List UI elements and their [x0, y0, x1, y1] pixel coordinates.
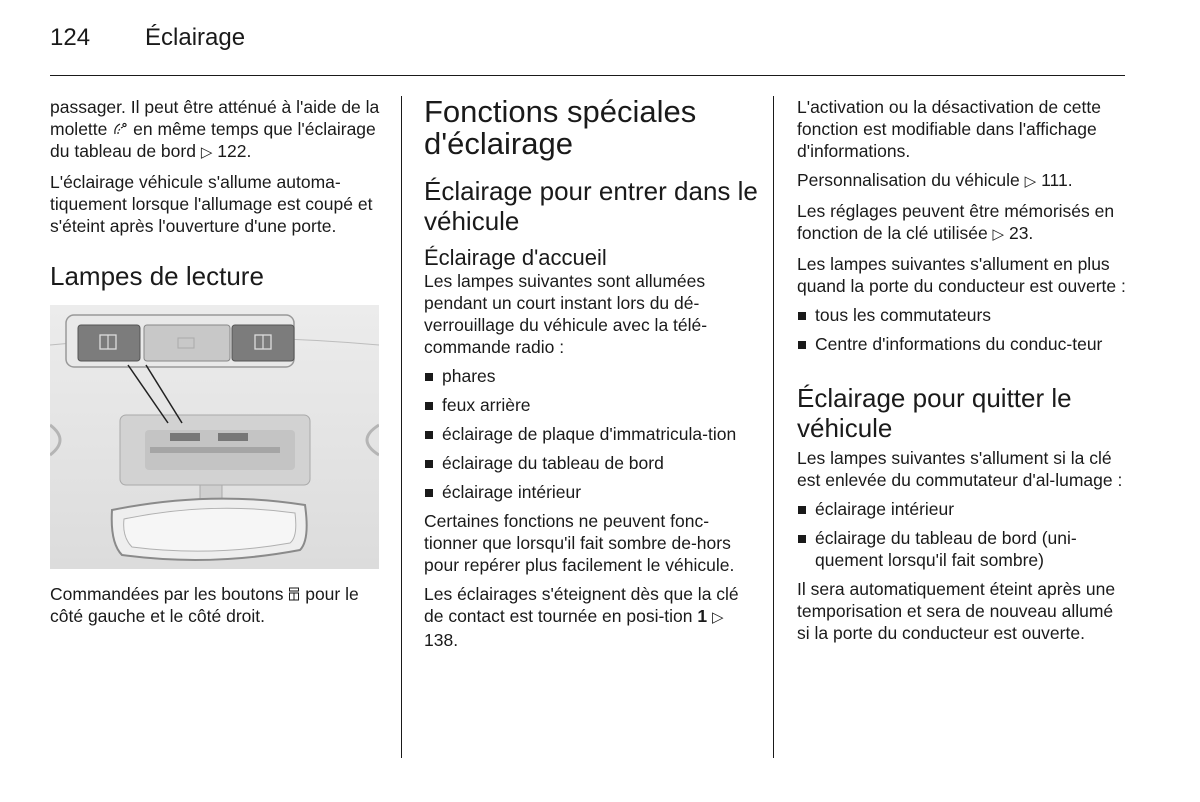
page-number: 124 [50, 24, 91, 51]
bullet-icon [425, 489, 433, 497]
bullet-icon [798, 312, 806, 320]
list-item: éclairage intérieur [424, 481, 759, 503]
subsection-heading: Éclairage pour quitter le véhicule [797, 383, 1072, 443]
bullet-icon [425, 460, 433, 468]
paragraph: Les lampes suivantes sont allumées pendant un court instant lors du dé-verrouillage du véhicule avec la télé-commande radio : [424, 271, 708, 357]
cross-reference-icon: ▷ [1024, 173, 1037, 190]
dimmer-wheel-icon [112, 122, 128, 136]
page-reference[interactable]: 23. [1008, 223, 1034, 243]
list-item: Centre d'informations du conduc-teur [797, 333, 1129, 355]
section-heading: Lampes de lecture [50, 261, 264, 291]
bullet-icon [798, 341, 806, 349]
page-reference[interactable]: 122. [217, 141, 252, 161]
page-reference[interactable]: 111. [1041, 170, 1073, 190]
bullet-icon [425, 431, 433, 439]
paragraph: passager. Il peut être atténué à l'aide de la molette en même temps que l'éclairage du tableau de bord ▷ 122. [50, 97, 380, 161]
subsubsection-heading: Éclairage d'accueil [424, 245, 607, 270]
reading-lamp-icon [288, 587, 300, 601]
paragraph: Les lampes suivantes s'allument en plus quand la porte du conducteur est ouverte : [797, 254, 1126, 296]
subsection-heading: Éclairage pour entrer dans le véhicule [424, 176, 758, 236]
cross-reference-icon: ▷ [712, 609, 724, 626]
paragraph: Les lampes suivantes s'allument si la clé est enlevée du commutateur d'al-lumage : [797, 448, 1123, 490]
bullet-icon [798, 535, 806, 543]
paragraph: Les réglages peuvent être mémorisés en fonction de la clé utilisée ▷ 23. [797, 201, 1115, 243]
paragraph: L'éclairage véhicule s'allume automa-tiquement lorsque l'allumage est coupé et s'éteint après l'ouverture d'une porte. [50, 172, 373, 236]
bullet-icon [425, 402, 433, 410]
paragraph: Certaines fonctions ne peuvent fonc-tionner que lorsqu'il fait sombre de-hors pour repérer plus facilement le véhicule. [424, 511, 735, 575]
paragraph: L'activation ou la désactivation de cette fonction est modifiable dans l'affichage d'informations. [797, 97, 1101, 161]
paragraph: Personnalisation du véhicule ▷ 111. [797, 170, 1073, 190]
cross-reference-icon: ▷ [992, 226, 1005, 243]
list-item: éclairage du tableau de bord (uni-quement lorsqu'il fait sombre) [797, 527, 1129, 571]
bullet-icon [425, 373, 433, 381]
chapter-title: Éclairage [145, 24, 246, 51]
photo-caption: Commandées par les boutons pour le côté gauche et le côté droit. [50, 584, 359, 626]
column-divider-2 [773, 96, 774, 758]
reading-lamps-photo [50, 305, 379, 569]
list-item: tous les commutateurs [797, 304, 1129, 326]
paragraph: Il sera automatiquement éteint après une temporisation et sera de nouveau allumé si la porte du conducteur est ouverte. [797, 579, 1116, 643]
column-3 [797, 96, 1129, 651]
list-item: éclairage de plaque d'immatricula-tion [424, 423, 759, 445]
list-item: feux arrière [424, 394, 759, 416]
list-item: éclairage intérieur [797, 498, 1129, 520]
page-reference[interactable]: 138. [424, 630, 459, 650]
list-item: éclairage du tableau de bord [424, 452, 759, 474]
list-item: phares [424, 365, 759, 387]
key-position: 1 [697, 606, 708, 626]
header-rule [50, 75, 1125, 76]
bullet-icon [798, 506, 806, 514]
column-1 [50, 96, 385, 634]
column-2 [424, 96, 759, 658]
cross-reference-icon: ▷ [200, 144, 213, 161]
section-heading: Fonctions spéciales d'éclairage [424, 94, 697, 161]
column-divider-1 [401, 96, 402, 758]
page-header [50, 24, 245, 52]
paragraph: Les éclairages s'éteignent dès que la clé de contact est tournée en posi-tion 1 ▷ 138. [424, 584, 739, 650]
